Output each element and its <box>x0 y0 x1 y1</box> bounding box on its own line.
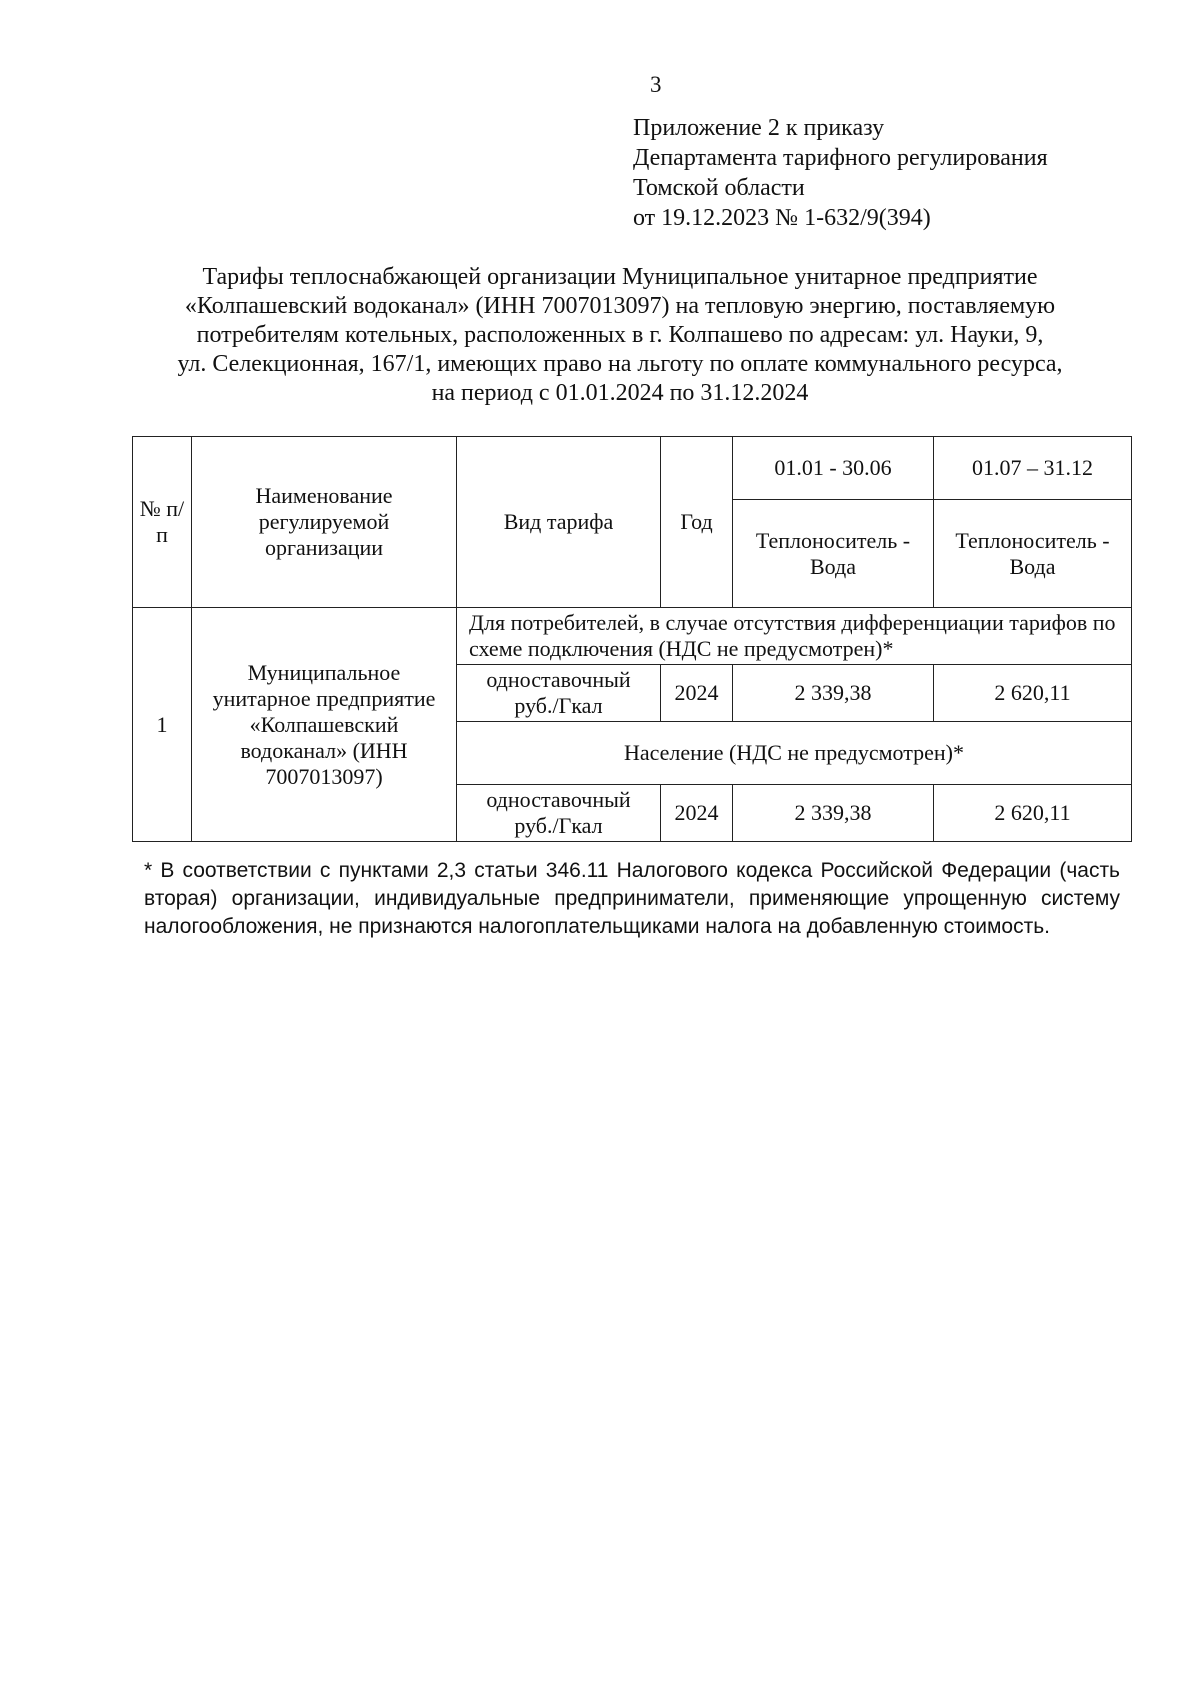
title-line: ул. Селекционная, 167/1, имеющих право на льготу по оплате коммунального ресурса, <box>177 351 1063 377</box>
title-line: на период с 01.01.2024 по 31.12.2024 <box>431 380 809 406</box>
header-tariff-type: Вид тарифа <box>457 437 661 608</box>
document-title <box>120 263 1120 408</box>
section-title: Население (НДС не предусмотрен)* <box>457 722 1132 785</box>
header-num: № п/п <box>133 437 192 608</box>
tariff-type-cell: одноставочный руб./Гкал <box>457 785 661 842</box>
value-cell: 2 339,38 <box>733 785 934 842</box>
org-name-cell: Муниципальное унитарное предприятие «Колпашевский водоканал» (ИНН 7007013097) <box>192 608 457 842</box>
tariff-table <box>132 436 1132 842</box>
appendix-line: Томской области <box>633 175 805 201</box>
section-title: Для потребителей, в случае отсутствия дифференциации тарифов по схеме подключения (НДС не предусмотрен)* <box>457 608 1132 665</box>
tariff-type-cell: одноставочный руб./Гкал <box>457 665 661 722</box>
footnote: * В соответствии с пунктами 2,3 статьи 346.11 Налогового кодекса Российской Федерации (часть вторая) организации, индивидуальные предприниматели, применяющие упрощенную систему налогообложения, не признаются налогоплательщиками налога на добавленную стоимость. <box>144 859 1120 938</box>
value-cell: 2 620,11 <box>934 785 1132 842</box>
appendix-line: Приложение 2 к приказу <box>633 115 885 141</box>
appendix-reference <box>633 113 1048 233</box>
appendix-line: от 19.12.2023 № 1-632/9(394) <box>633 205 931 231</box>
header-carrier1: Теплоноситель - Вода <box>733 500 934 608</box>
header-carrier2: Теплоноситель - Вода <box>934 500 1132 608</box>
header-period2: 01.07 – 31.12 <box>934 437 1132 500</box>
title-line: Тарифы теплоснабжающей организации Муниципальное унитарное предприятие <box>202 264 1038 290</box>
year-cell: 2024 <box>661 785 733 842</box>
value-cell: 2 339,38 <box>733 665 934 722</box>
year-cell: 2024 <box>661 665 733 722</box>
row-number: 1 <box>133 608 192 842</box>
header-period1: 01.01 - 30.06 <box>733 437 934 500</box>
appendix-line: Департамента тарифного регулирования <box>633 145 1048 171</box>
value-cell: 2 620,11 <box>934 665 1132 722</box>
header-org-name: Наименование регулируемой организации <box>192 437 457 608</box>
table-row <box>133 608 1132 665</box>
header-year: Год <box>661 437 733 608</box>
page-number: 3 <box>650 72 662 97</box>
title-line: «Колпашевский водоканал» (ИНН 7007013097) на тепловую энергию, поставляемую <box>184 293 1056 319</box>
table-header-row <box>133 437 1132 500</box>
title-line: потребителям котельных, расположенных в г. Колпашево по адресам: ул. Науки, 9, <box>196 322 1044 348</box>
